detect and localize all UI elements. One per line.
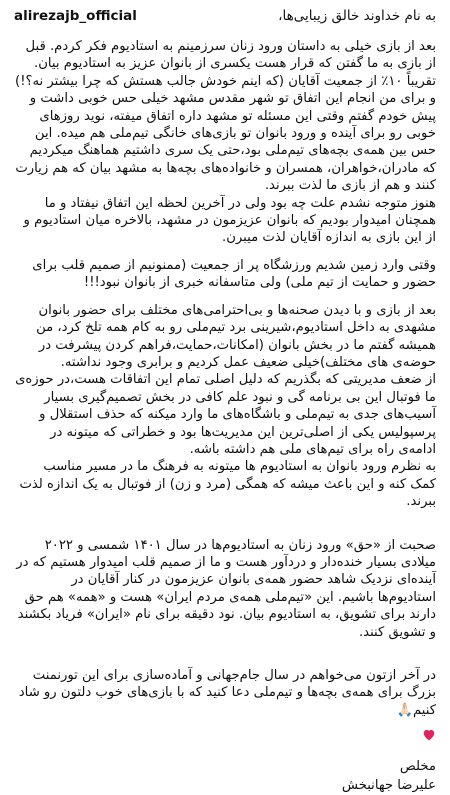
caption-paragraph-5: از ضعف مدیریتی که بگذریم که دلیل اصلی تمام این اتفاقات هست،در حوزه‌ی ما فوتبال این بی برنامه گی و نبود علم کافی در بخش تصمیم‌گیری بسیار آسیب‌های جدی به تیم‌ملی و باشگاه‌های ما وارد میکنه که حذف استقلال و پرسپولیس یکی از اصلی‌ترین این مدیریت‌ها بود و خطراتی که میتونه در ادامه‌ی راه برای تیم‌های ملی هم داشته باشه. xyxy=(15,372,436,457)
caption-paragraph-6: به نظرم ورود بانوان به استادیوم ها میتونه به فرهنگ ما در مسیر مناسب کمک کنه و این باعث میشه که همگی (مرد و زن) از فوتبال به یک اندازه لذت ببرند. xyxy=(19,459,436,510)
caption-header xyxy=(14,6,436,26)
folded-hands-icon: 🙏🏻 xyxy=(396,702,413,718)
caption-paragraph-3: وقتی وارد زمین شدیم ورزشگاه پر از جمعیت (ممنونیم از صمیم قلب برای حضور و حمایت از تیم ملی) ولی متاسفانه خبری از بانوان نبود!!! xyxy=(32,257,436,291)
caption-paragraph-7: صحبت از «حق» ورود زنان به استادیوم‌ها در سال ۱۴۰۱ شمسی و ۲۰۲۲ میلادی بسیار خنده‌دار و دردآور هست و ما از صمیم قلب امیدوار هستیم که در آینده‌ای نزدیک شاهد حضور همه‌ی بانوان عزیزمون در کنار آقایان در استادیوم‌ها باشیم. این «تیم‌ملی همه‌ی مردم ایران» هست و «همه» هم حق دارند برای تشویق، به استادیوم بیان. نود دقیقه برای نام «ایران» فریاد بکشند و تشویق کنند. xyxy=(16,537,436,640)
username[interactable]: alirezajb_official xyxy=(14,8,137,24)
caption-paragraph-4: بعد از بازی و با دیدن صحنه‌ها و بی‌احترامی‌های مختلف برای حضور بانوان مشهدی به داخل استادیوم،شیرینی برد تیم‌ملی رو به کام همه تلخ کرد، من همیشه گفتم ما در بخش بانوان (امکانات،حمایت،فراهم کردن پیشرفت در حوضه‌ی های مختلف)خیلی ضعیف عمل کردیم و برابری وجود نداشته. xyxy=(36,302,436,370)
signature: علیرضا جهانبخش xyxy=(341,778,436,794)
caption-paragraph-2: هنوز متوجه نشدم علت چه بود ولی در آخرین لحظه این اتفاق نیفتاد و ما همچنان امیدوار بودیم که بانوان عزیزمون در مشهد، بالاخره میان استادیوم و از این بازی به اندازه آقایان لذت میبرن. xyxy=(23,195,436,246)
caption-greeting: به نام خداوند خالق زیبایی‌ها، xyxy=(278,8,436,24)
caption-paragraph-1: بعد از بازی خیلی به داستان ورود زنان سرزمینم به استادیوم فکر کردم. قبل از بازی به ما گفتن که قرار هست یکسری از بانوان عزیز به استادیوم بیان. تقریباً ۱۰٪ از جمعیت آقایان (که اینم خودش جالب هستش که چرا بیشتر نه؟!) و برای من انجام این اتفاق تو شهر مقدس مشهد خیلی حس خوبی داشت و پیش خودم گفتم وقتی این مسئله تو مشهد داره اتفاق میفته، نوید روزهای خوبی رو برای آینده و ورود بانوان تو بازی‌های خانگی تیم‌ملی هم میده. این حس بین همه‌ی بچه‌های تیم‌ملی بود،حتی یک سری داشتیم هماهنگ میکردیم که مادران،خواهران، همسران و خانواده‌های بچه‌ها به مشهد بیان که هم زیارت کنند و هم از بازی ما لذت ببرند. xyxy=(15,39,436,194)
caption-paragraph-8 xyxy=(14,667,436,719)
caption-paragraph-8-text: در آخر ازتون می‌خواهم در سال جام‌جهانی و آماده‌سازی برای این تورنمنت بزرگ برای همه‌ی بچه‌ها و تیم‌ملی دعا کنید که با بازی‌های خوب دلتون رو شاد کنیم xyxy=(18,668,436,718)
signoff: مخلص xyxy=(399,759,436,775)
heart-line xyxy=(14,725,436,743)
red-heart-icon xyxy=(422,728,436,741)
